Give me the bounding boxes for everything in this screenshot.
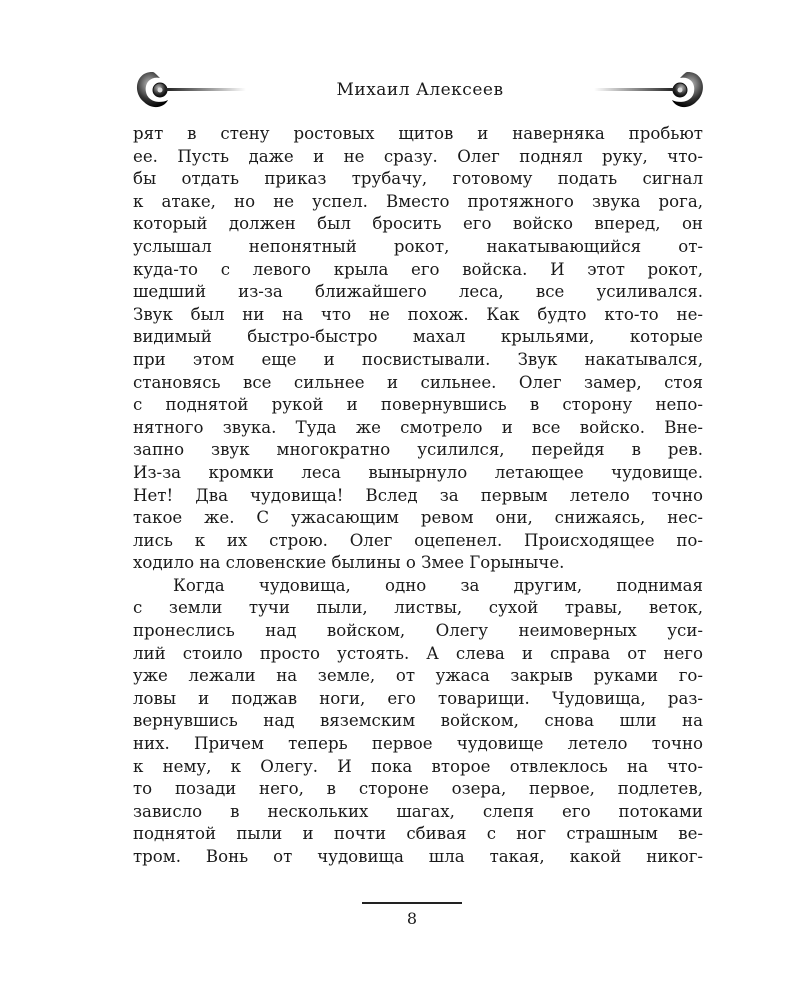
paragraph-2 <box>133 575 703 869</box>
text-line: куда-то с левого крыла его войска. И этот рокот, <box>133 259 703 279</box>
text-line: ходило на словенские былины о Змее Горыныче. <box>133 553 565 573</box>
text-line: шедший из-за ближайшего леса, все усиливался. <box>133 282 703 302</box>
text-line: такое же. С ужасающим ревом они, снижаясь, нес- <box>133 508 703 528</box>
text-line: с поднятой рукой и повернувшись в сторону непо- <box>133 395 703 415</box>
text-line: с земли тучи пыли, листвы, сухой травы, веток, <box>133 598 703 618</box>
text-line: ловы и поджав ноги, его товарищи. Чудовища, раз- <box>133 688 703 708</box>
text-line: который должен был бросить его войско вперед, он <box>133 214 703 234</box>
text-line: тром. Вонь от чудовища шла такая, какой никог- <box>133 847 703 866</box>
body-text <box>133 123 703 869</box>
text-line: нятного звука. Туда же смотрело и все войско. Вне- <box>133 417 703 437</box>
text-line: Нет! Два чудовища! Вслед за первым летело точно <box>133 485 703 505</box>
text-line: пронеслись над войском, Олегу неимоверных уси- <box>133 621 703 641</box>
text-line: ее. Пусть даже и не сразу. Олег поднял руку, что- <box>133 146 703 166</box>
right-ornament-icon <box>590 62 710 120</box>
text-line: к нему, к Олегу. И пока второе отвлеклось на что- <box>133 756 703 776</box>
running-header <box>130 62 710 120</box>
text-line: запно звук многократно усилился, перейдя в рев. <box>133 440 703 460</box>
text-line: Звук был ни на что не похож. Как будто кто-то не- <box>133 304 703 324</box>
text-line: них. Причем теперь первое чудовище летело точно <box>133 734 703 754</box>
text-line: услышал непонятный рокот, накатывающийся от- <box>133 236 703 256</box>
text-line: видимый быстро-быстро махал крыльями, которые <box>133 327 703 347</box>
text-line: вернувшись над вяземским войском, снова шли на <box>133 711 703 731</box>
page-number: 8 <box>406 909 418 928</box>
text-line: Из-за кромки леса вынырнуло летающее чудовище. <box>133 462 703 482</box>
footer-divider <box>362 902 462 904</box>
paragraph-1 <box>133 123 703 575</box>
text-line: бы отдать приказ трубачу, готовому подать сигнал <box>133 169 703 189</box>
text-line: рят в стену ростовых щитов и наверняка пробьют <box>133 124 703 143</box>
text-line: поднятой пыли и почти сбивая с ног страшным ве- <box>133 824 703 844</box>
text-line: лий стоило просто устоять. А слева и справа от него <box>133 643 703 663</box>
text-line: при этом еще и посвистывали. Звук накатывался, <box>133 349 703 369</box>
text-line: Когда чудовища, одно за другим, поднимая <box>173 575 703 595</box>
text-line: уже лежали на земле, от ужаса закрыв руками го- <box>133 666 703 686</box>
text-line: к атаке, но не успел. Вместо протяжного звука рога, <box>133 191 703 211</box>
text-line: то позади него, в стороне озера, первое, подлетев, <box>133 779 703 799</box>
text-line: лись к их строю. Олег оцепенел. Происходящее по- <box>133 530 703 550</box>
text-line: становясь все сильнее и сильнее. Олег замер, стоя <box>133 372 703 392</box>
running-title: Михаил Алексеев <box>336 80 504 100</box>
text-line: зависло в нескольких шагах, слепя его потоками <box>133 801 703 821</box>
